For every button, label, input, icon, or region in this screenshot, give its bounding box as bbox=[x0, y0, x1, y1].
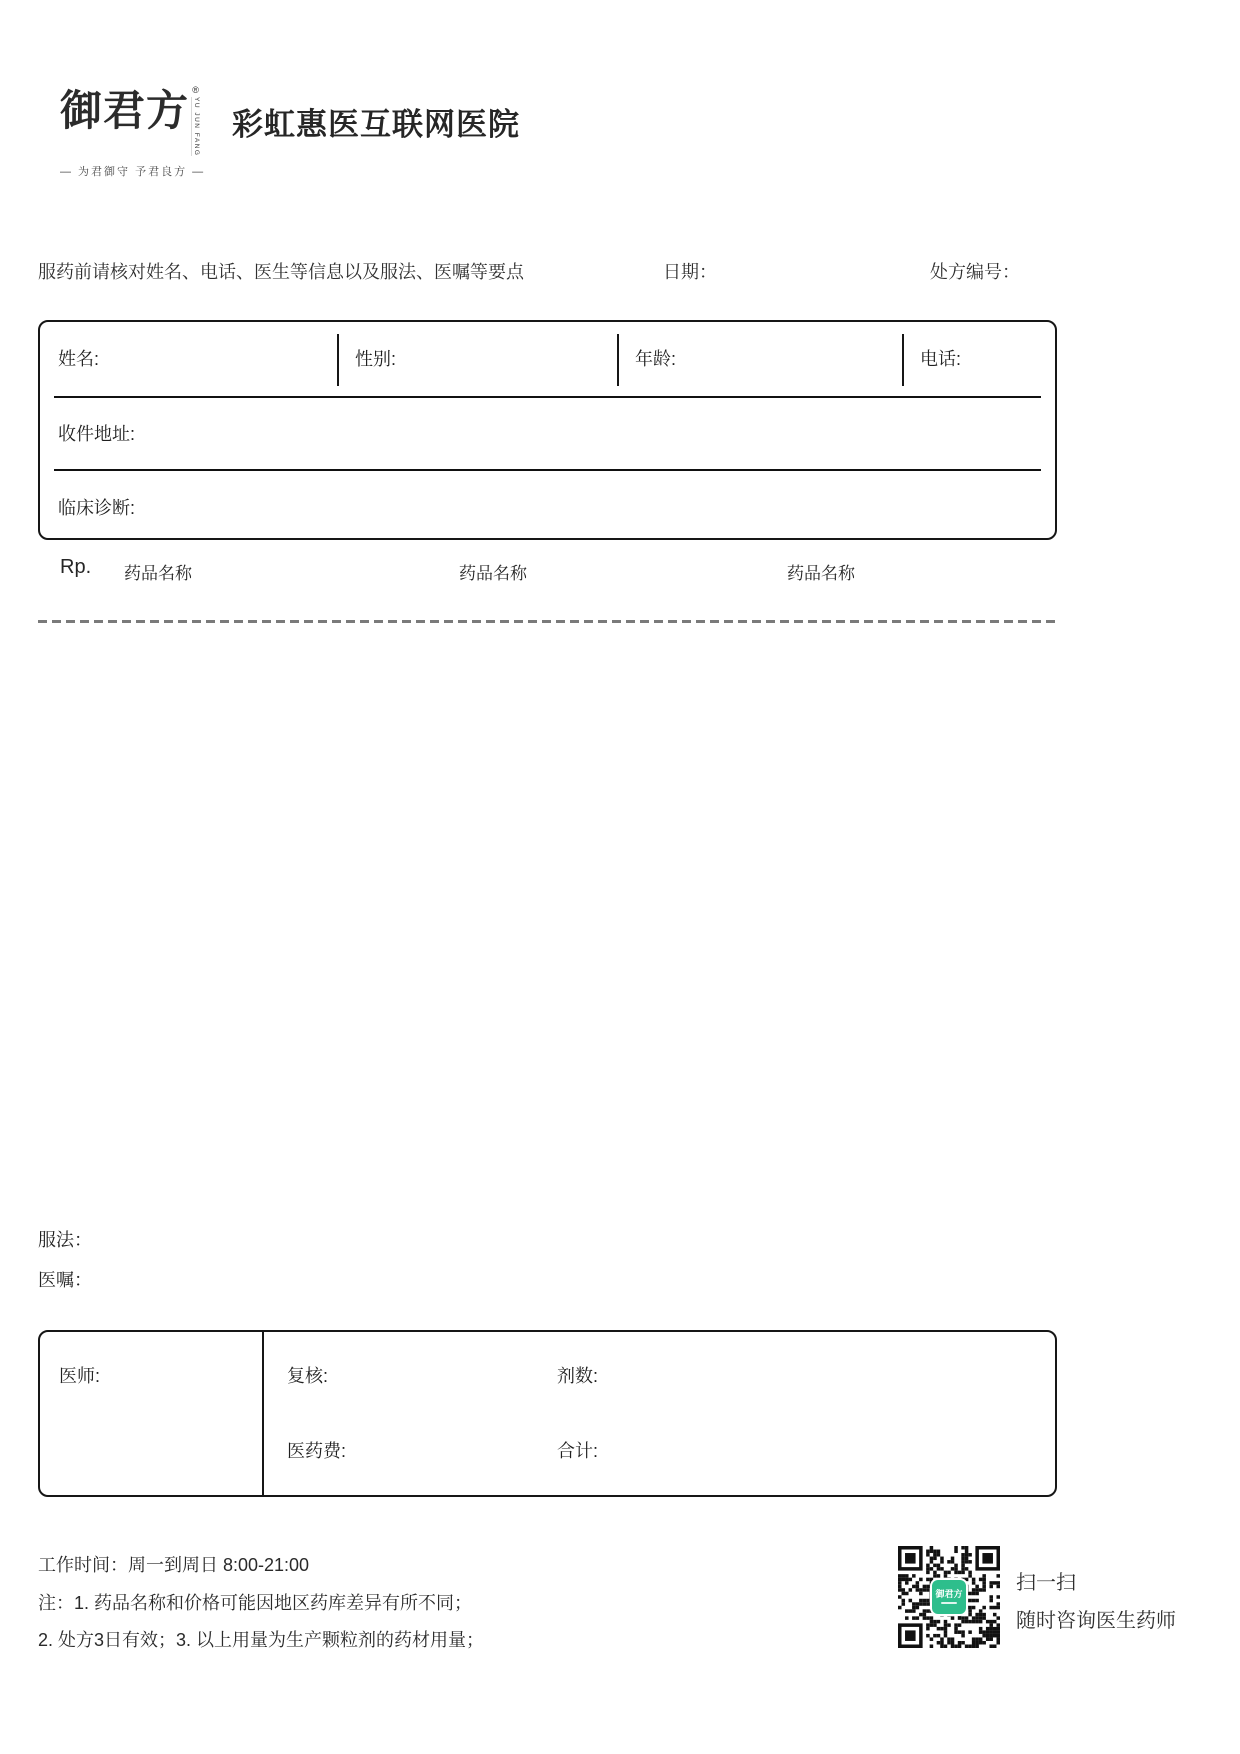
brand-logo bbox=[60, 85, 210, 179]
row-divider bbox=[54, 469, 1041, 471]
usage-label: 服法： bbox=[38, 1230, 92, 1250]
phone-label: 电话: bbox=[920, 349, 962, 369]
brand-logo-row bbox=[60, 85, 210, 157]
note-line-1: 注：1. 药品名称和价格可能因地区药库差异有所不同； bbox=[38, 1593, 473, 1613]
review-label: 复核: bbox=[287, 1366, 329, 1386]
signature-box-divider bbox=[262, 1332, 264, 1495]
age-label: 年龄: bbox=[635, 349, 677, 369]
name-label: 姓名: bbox=[58, 349, 100, 369]
hospital-title: 彩虹惠医互联网医院 bbox=[232, 107, 520, 142]
logo-text: 御君方 bbox=[60, 86, 190, 135]
qr-center-logo bbox=[932, 1580, 966, 1614]
cell-divider bbox=[902, 334, 904, 386]
precheck-notice: 服药前请核对姓名、电话、医生等信息以及服法、医嘱等要点 bbox=[38, 262, 524, 282]
total-label: 合计: bbox=[557, 1441, 599, 1461]
rp-label: Rp. bbox=[60, 556, 92, 578]
physician-label: 医师: bbox=[59, 1366, 101, 1386]
drug-list-divider bbox=[38, 620, 1057, 623]
logo-vertical-text: YU JUN FANG bbox=[193, 97, 201, 157]
drug-name-header-2: 药品名称 bbox=[459, 564, 527, 583]
cell-divider bbox=[337, 334, 339, 386]
qr-code-image bbox=[898, 1546, 1000, 1648]
scan-label: 扫一扫 bbox=[1016, 1572, 1076, 1594]
date-label: 日期： bbox=[663, 262, 717, 282]
diagnosis-label: 临床诊断: bbox=[58, 498, 136, 518]
logo-side-column bbox=[191, 86, 200, 156]
gender-label: 性别: bbox=[355, 349, 397, 369]
dose-count-label: 剂数: bbox=[557, 1366, 599, 1386]
logo-tagline: — 为君御守 予君良方 — bbox=[60, 166, 206, 179]
cell-divider bbox=[617, 334, 619, 386]
medicine-fee-label: 医药费: bbox=[287, 1441, 347, 1461]
working-hours: 工作时间：周一到周日 8:00-21:00 bbox=[38, 1555, 310, 1575]
prescription-number-label: 处方编号： bbox=[930, 262, 1020, 282]
registered-trademark-icon: ® bbox=[192, 85, 199, 95]
patient-identity-row bbox=[40, 322, 1055, 397]
notice-row bbox=[0, 258, 1240, 284]
address-label: 收件地址: bbox=[58, 424, 136, 444]
row-divider bbox=[54, 396, 1041, 398]
drug-name-header-3: 药品名称 bbox=[787, 564, 855, 583]
patient-info-box bbox=[38, 320, 1057, 540]
drug-name-header-1: 药品名称 bbox=[124, 564, 192, 583]
note-line-2: 2. 处方3日有效；3. 以上用量为生产颗粒剂的药材用量； bbox=[38, 1630, 485, 1650]
scan-description: 随时咨询医生药师 bbox=[1016, 1610, 1176, 1632]
qr-center-logo-text: 御君方 bbox=[935, 1589, 963, 1599]
signature-box bbox=[38, 1330, 1057, 1497]
doctor-advice-label: 医嘱： bbox=[38, 1270, 92, 1290]
qr-center-logo-bar bbox=[941, 1602, 957, 1604]
